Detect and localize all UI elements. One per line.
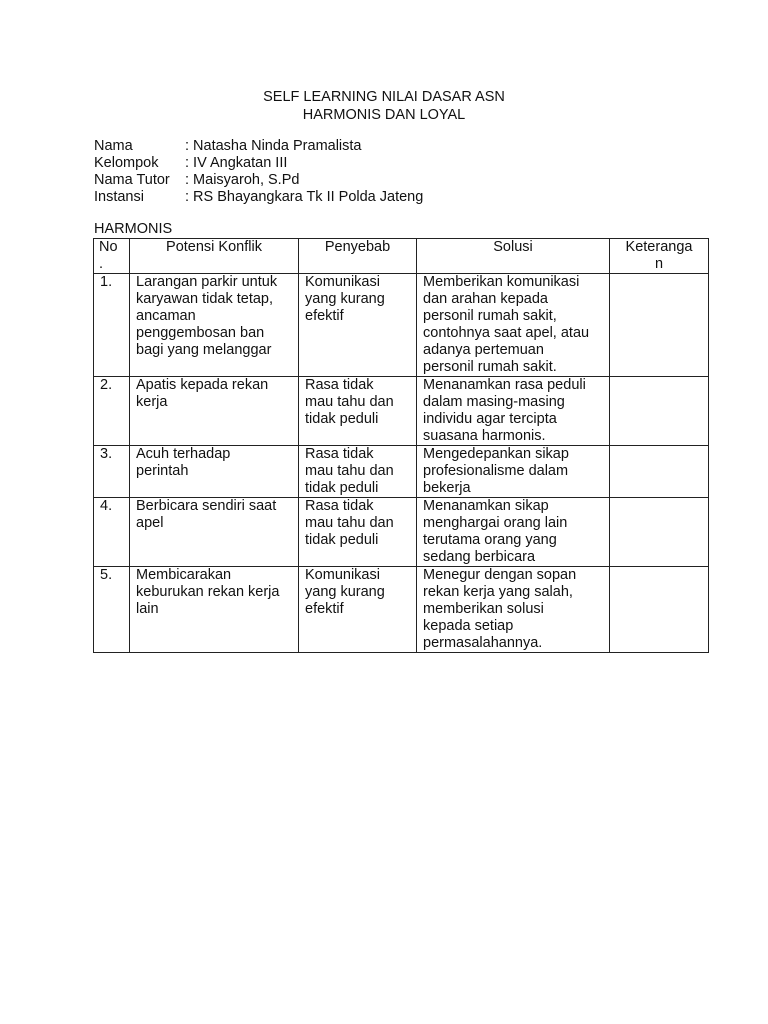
cell-solusi: Menanamkan rasa peduli dalam masing-masing individu agar tercipta suasana harmonis. (417, 377, 610, 446)
info-label: Instansi (94, 189, 144, 205)
cell-potensi: Apatis kepada rekan kerja (130, 377, 299, 446)
info-value: : Maisyaroh, S.Pd (185, 172, 300, 188)
table-row (94, 274, 709, 377)
cell-penyebab: Rasa tidak mau tahu dan tidak peduli (299, 446, 417, 498)
cell-penyebab: Rasa tidak mau tahu dan tidak peduli (299, 498, 417, 567)
cell-keterangan (610, 274, 709, 377)
info-value: : RS Bhayangkara Tk II Polda Jateng (185, 189, 424, 205)
identity-info (94, 138, 423, 206)
cell-penyebab: Komunikasi yang kurang efektif (299, 567, 417, 653)
cell-no: 5. (94, 567, 130, 653)
conflict-table (93, 238, 709, 653)
info-label: Nama Tutor (94, 172, 170, 188)
info-row-kelompok (94, 155, 423, 172)
cell-no: 2. (94, 377, 130, 446)
table-row (94, 567, 709, 653)
cell-keterangan (610, 567, 709, 653)
info-row-instansi (94, 189, 423, 206)
cell-solusi: Menanamkan sikap menghargai orang lain terutama orang yang sedang berbicara (417, 498, 610, 567)
info-row-nama-tutor (94, 172, 423, 189)
document-title (0, 88, 768, 124)
table-row (94, 377, 709, 446)
info-row-nama (94, 138, 423, 155)
cell-potensi: Larangan parkir untuk karyawan tidak tetap, ancaman penggembosan ban bagi yang melanggar (130, 274, 299, 377)
cell-solusi: Mengedepankan sikap profesionalisme dalam bekerja (417, 446, 610, 498)
cell-no: 1. (94, 274, 130, 377)
info-value: : Natasha Ninda Pramalista (185, 138, 362, 154)
cell-no: 3. (94, 446, 130, 498)
table-row (94, 446, 709, 498)
cell-keterangan (610, 498, 709, 567)
header-keterangan: Keteranga n (610, 239, 709, 274)
info-label: Kelompok (94, 155, 159, 171)
header-solusi: Solusi (417, 239, 610, 274)
table-row (94, 498, 709, 567)
cell-penyebab: Rasa tidak mau tahu dan tidak peduli (299, 377, 417, 446)
info-value: : IV Angkatan III (185, 155, 288, 171)
info-label: Nama (94, 138, 133, 154)
cell-potensi: Berbicara sendiri saat apel (130, 498, 299, 567)
table-header-row (94, 239, 709, 274)
header-no: No . (94, 239, 130, 274)
section-heading: HARMONIS (94, 221, 173, 237)
title-line-2: HARMONIS DAN LOYAL (302, 107, 466, 123)
cell-keterangan (610, 377, 709, 446)
header-potensi-konflik: Potensi Konflik (130, 239, 299, 274)
cell-potensi: Acuh terhadap perintah (130, 446, 299, 498)
header-penyebab: Penyebab (299, 239, 417, 274)
cell-solusi: Memberikan komunikasi dan arahan kepada personil rumah sakit, contohnya saat apel, atau adanya pertemuan personil rumah sakit. (417, 274, 610, 377)
cell-keterangan (610, 446, 709, 498)
cell-potensi: Membicarakan keburukan rekan kerja lain (130, 567, 299, 653)
cell-solusi: Menegur dengan sopan rekan kerja yang salah, memberikan solusi kepada setiap permasalahannya. (417, 567, 610, 653)
cell-penyebab: Komunikasi yang kurang efektif (299, 274, 417, 377)
title-line-1: SELF LEARNING NILAI DASAR ASN (263, 89, 505, 105)
cell-no: 4. (94, 498, 130, 567)
